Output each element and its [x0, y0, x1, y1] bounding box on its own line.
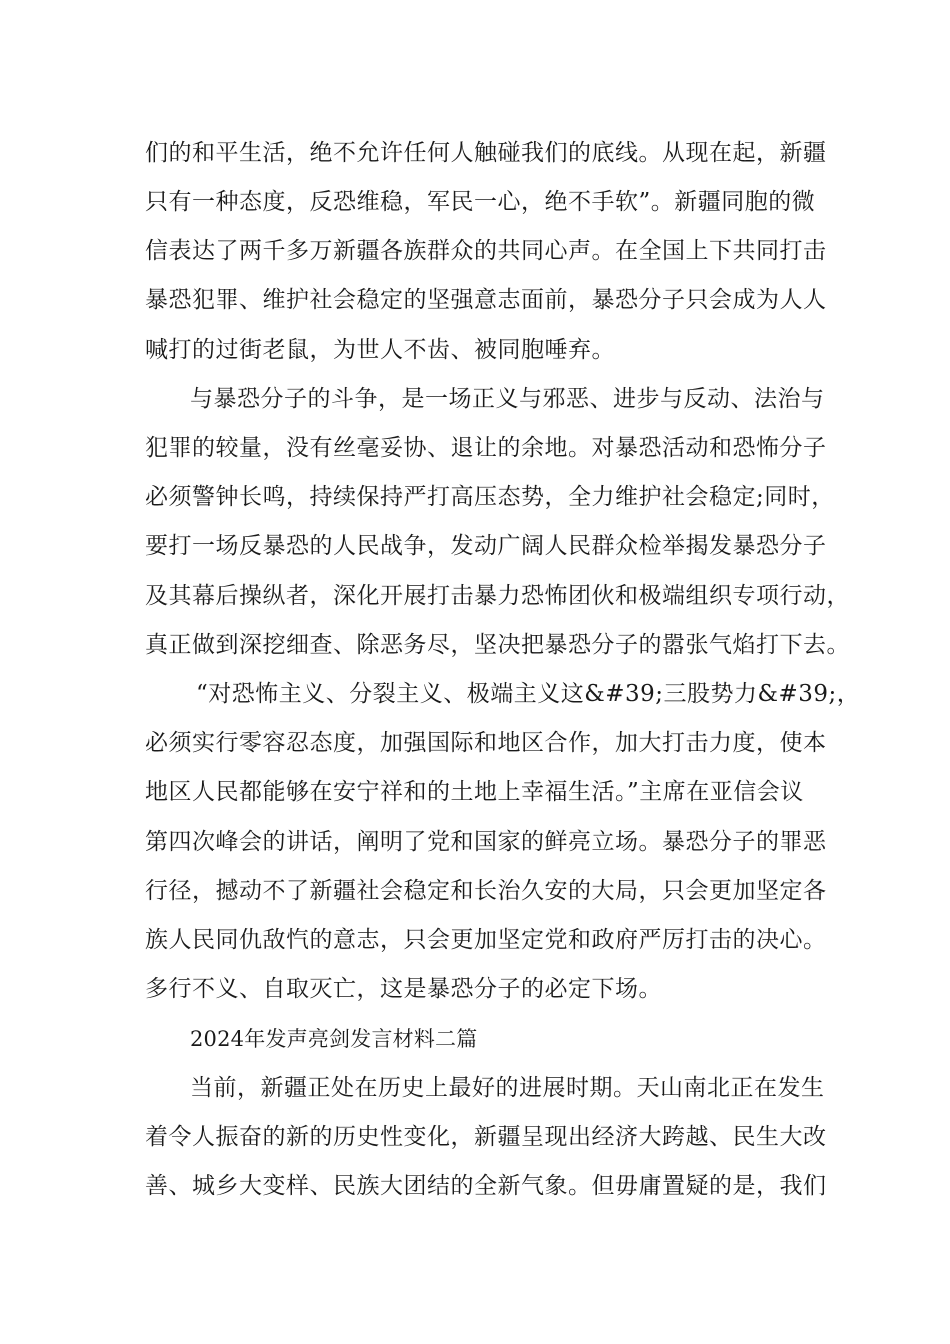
text-line: 们的和平生活，绝不允许任何人触碰我们的底线。从现在起，新疆 — [145, 140, 827, 166]
text-line: 必须警钟长鸣，持续保持严打高压态势，全力维护社会稳定;同时， — [145, 484, 835, 510]
text-line: 信表达了两千多万新疆各族群众的共同心声。在全国上下共同打击 — [145, 238, 827, 264]
text-line: 只有一种态度，反恐维稳，军民一心，绝不手软”。新疆同胞的微 — [145, 189, 816, 215]
text-line: 暴恐犯罪、维护社会稳定的坚强意志面前，暴恐分子只会成为人人 — [145, 287, 827, 313]
text-line: 喊打的过街老鼠，为世人不齿、被同胞唾弃。 — [145, 337, 615, 363]
text-line: 多行不义、自取灭亡，这是暴恐分子的必定下场。 — [145, 976, 662, 1002]
text-line: 真正做到深挖细查、除恶务尽，坚决把暴恐分子的嚣张气焰打下去。 — [145, 632, 850, 658]
text-line: 与暴恐分子的斗争，是一场正义与邪恶、进步与反动、法治与 — [190, 386, 825, 412]
text-line: 要打一场反暴恐的人民战争，发动广阔人民群众检举揭发暴恐分子 — [145, 533, 827, 559]
text-line: 当前，新疆正处在历史上最好的进展时期。天山南北正在发生 — [190, 1075, 825, 1101]
text-line: 族人民同仇敌忾的意志，只会更加坚定党和政府严厉打击的决心。 — [145, 927, 827, 953]
text-line: 及其幕后操纵者，深化开展打击暴力恐怖团伙和极端组织专项行动， — [145, 583, 850, 609]
text-line: 必须实行零容忍态度，加强国际和地区合作，加大打击力度，使本 — [145, 730, 827, 756]
text-line: 善、城乡大变样、民族大团结的全新气象。但毋庸置疑的是，我们 — [145, 1173, 827, 1199]
text-line: 行径，撼动不了新疆社会稳定和长治久安的大局，只会更加坚定各 — [145, 878, 827, 904]
text-line: 第四次峰会的讲话，阐明了党和国家的鲜亮立场。暴恐分子的罪恶 — [145, 829, 827, 855]
text-line: 犯罪的较量，没有丝毫妥协、退让的余地。对暴恐活动和恐怖分子 — [145, 435, 827, 461]
text-line: 着令人振奋的新的历史性变化，新疆呈现出经济大跨越、民生大改 — [145, 1124, 827, 1150]
text-line: “对恐怖主义、分裂主义、极端主义这&#39;三股势力&#39;， — [196, 681, 861, 707]
section-title: 2024年发声亮剑发言材料二篇 — [190, 1027, 478, 1051]
text-line: 地区人民都能够在安宁祥和的土地上幸福生活。”主席在亚信会议 — [145, 779, 804, 805]
